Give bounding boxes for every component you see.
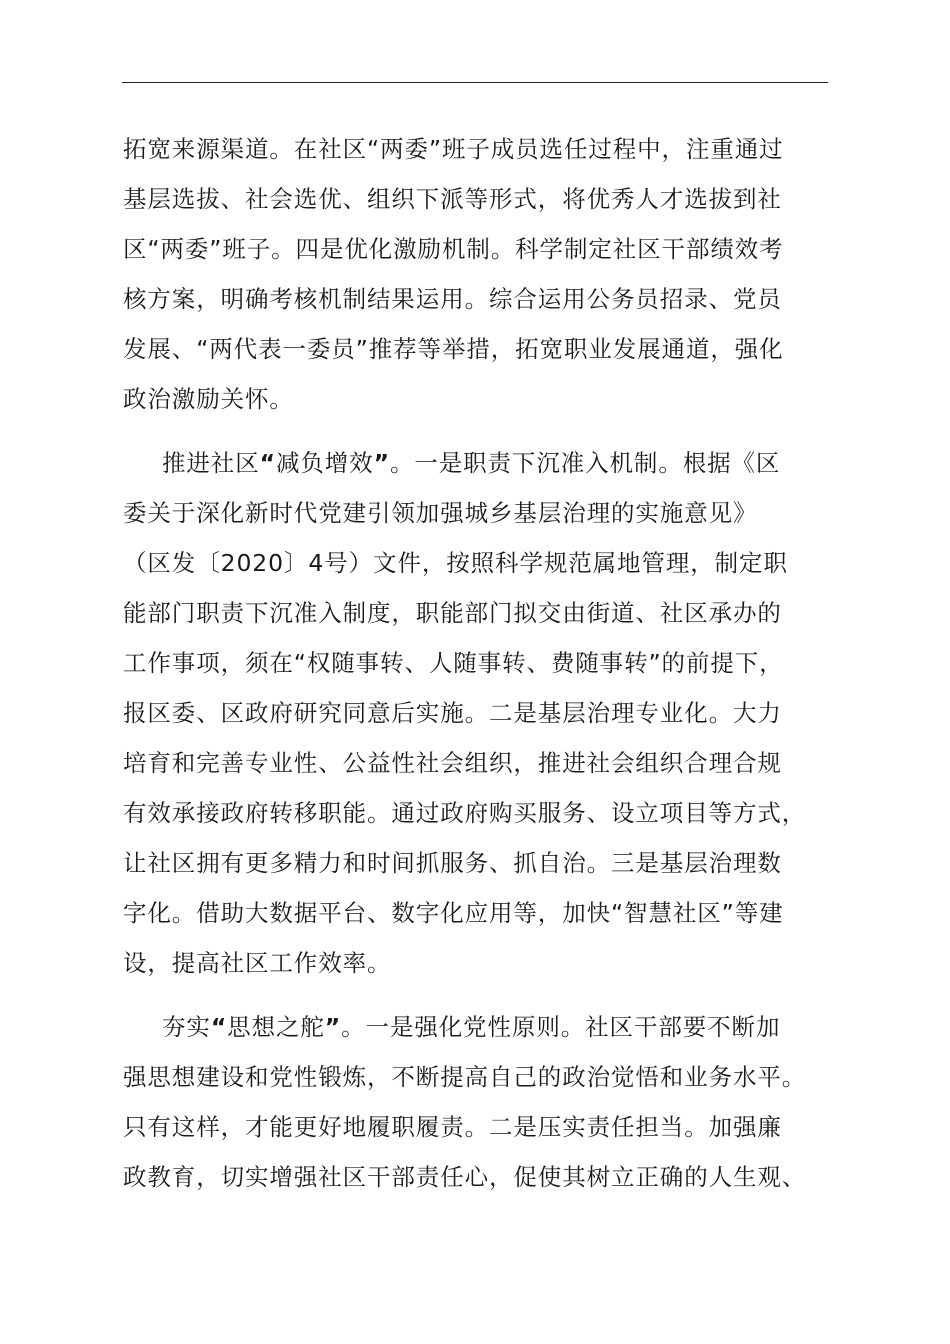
text-line: 政教育，切实增强社区干部责任心，促使其树立正确的人生观、 [123,1163,807,1191]
text-line: （区发〔2020〕4号）文件，按照科学规范属地管理，制定职 [123,549,788,577]
text-line: 能部门职责下沉准入制度，职能部门拟交由街道、社区承办的 [123,599,782,627]
text-line: 报区委、区政府研究同意后实施。二是基层治理专业化。大力 [123,699,782,727]
paragraph-1 [123,124,833,424]
text-line: 让社区拥有更多精力和时间抓服务、抓自治。三是基层治理数 [123,849,782,877]
document-body [123,124,833,1202]
text-line: 核方案，明确考核机制结果运用。综合运用公务员招录、党员 [123,285,782,313]
text-run: 。一是强化党性原则。社区干部要不断加 [341,1013,781,1041]
bold-quote-open: “ [259,449,276,477]
text-line: 强思想建设和党性锻炼，不断提高自己的政治觉悟和业务水平。 [123,1063,807,1091]
paragraph-2 [123,438,833,988]
heading-term: 减负增效 [275,449,374,477]
heading-term: 思想之舵 [227,1013,325,1041]
bold-quote-close: ” [324,1013,342,1041]
paragraph-first-line [123,438,833,488]
text-line: 工作事项，须在“权随事转、人随事转、费随事转”的前提下， [123,649,784,677]
text-line: 培育和完善专业性、公益性社会组织，推进社会组织合理合规 [123,749,782,777]
text-line: 基层选拔、社会选优、组织下派等形式，将优秀人才选拔到社 [123,185,782,213]
text-line: 设，提高社区工作效率。 [123,949,392,977]
paragraph-gap [123,988,833,1002]
text-line: 政治激励关怀。 [123,385,294,413]
text-run: 夯实 [162,1013,211,1041]
text-line: 拓宽来源渠道。在社区“两委”班子成员选任过程中，注重通过 [123,135,784,163]
bold-quote-open: “ [210,1013,228,1041]
header-rule [122,82,828,83]
text-line: 有效承接政府转移职能。通过政府购买服务、设立项目等方式， [123,799,807,827]
text-line: 区“两委”班子。四是优化激励机制。科学制定社区干部绩效考 [123,235,784,263]
text-line: 发展、“两代表一委员”推荐等举措，拓宽职业发展通道，强化 [123,335,784,363]
paragraph-gap [123,424,833,438]
paragraph-3 [123,1002,833,1202]
text-line: 字化。借助大数据平台、数字化应用等，加快“智慧社区”等建 [123,899,784,927]
text-run: 。一是职责下沉准入机制。根据《区 [389,449,781,477]
text-line: 委关于深化新时代党建引领加强城乡基层治理的实施意见》 [123,499,758,527]
text-line: 只有这样，才能更好地履职履责。二是压实责任担当。加强廉 [123,1113,782,1141]
bold-quote-close: ” [373,449,390,477]
text-run: 推进社区 [162,449,260,477]
paragraph-first-line [123,1002,833,1052]
